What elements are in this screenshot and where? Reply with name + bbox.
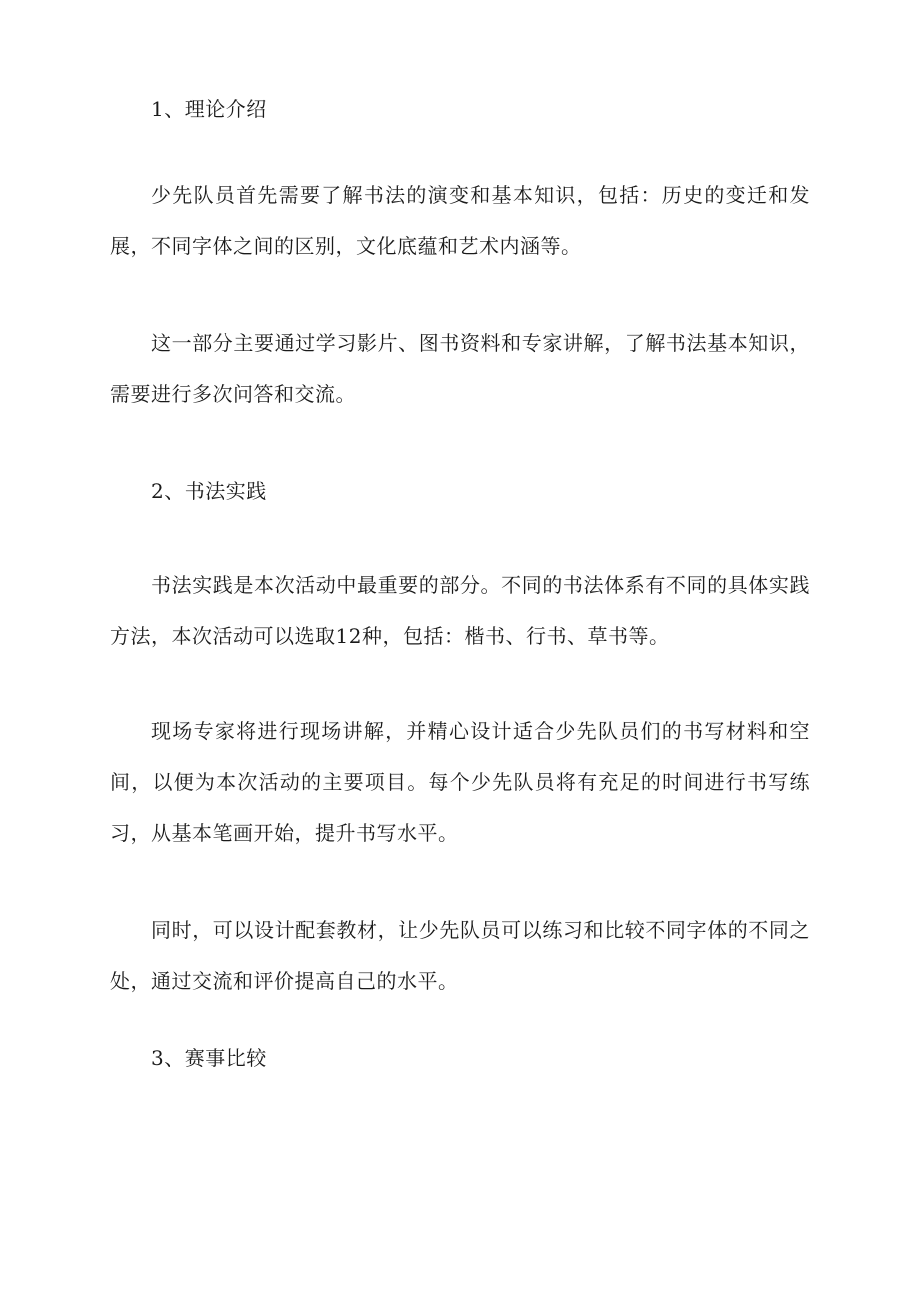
paragraph-practice-experts: 现场专家将进行现场讲解，并精心设计适合少先队员们的书写材料和空间，以便为本次活动的主要项目。每个少先队员将有充足的时间进行书写练习，从基本笔画开始，提升书写水平。 [110,719,810,845]
paragraph-practice-overview: 书法实践是本次活动中最重要的部分。不同的书法体系有不同的具体实践方法，本次活动可以选取12种，包括：楷书、行书、草书等。 [110,573,810,648]
section-heading-practice: 2、书法实践 [151,479,267,503]
section-heading-competition: 3、赛事比较 [151,1046,267,1070]
section-heading-theory: 1、理论介绍 [151,97,267,121]
paragraph-practice-materials: 同时，可以设计配套教材，让少先队员可以练习和比较不同字体的不同之处，通过交流和评价提高自己的水平。 [110,918,810,993]
paragraph-theory-methods: 这一部分主要通过学习影片、图书资料和专家讲解，了解书法基本知识，需要进行多次问答和交流。 [110,331,810,406]
paragraph-theory-basics: 少先队员首先需要了解书法的演变和基本知识，包括：历史的变迁和发展，不同字体之间的区别，文化底蕴和艺术内涵等。 [110,183,810,258]
